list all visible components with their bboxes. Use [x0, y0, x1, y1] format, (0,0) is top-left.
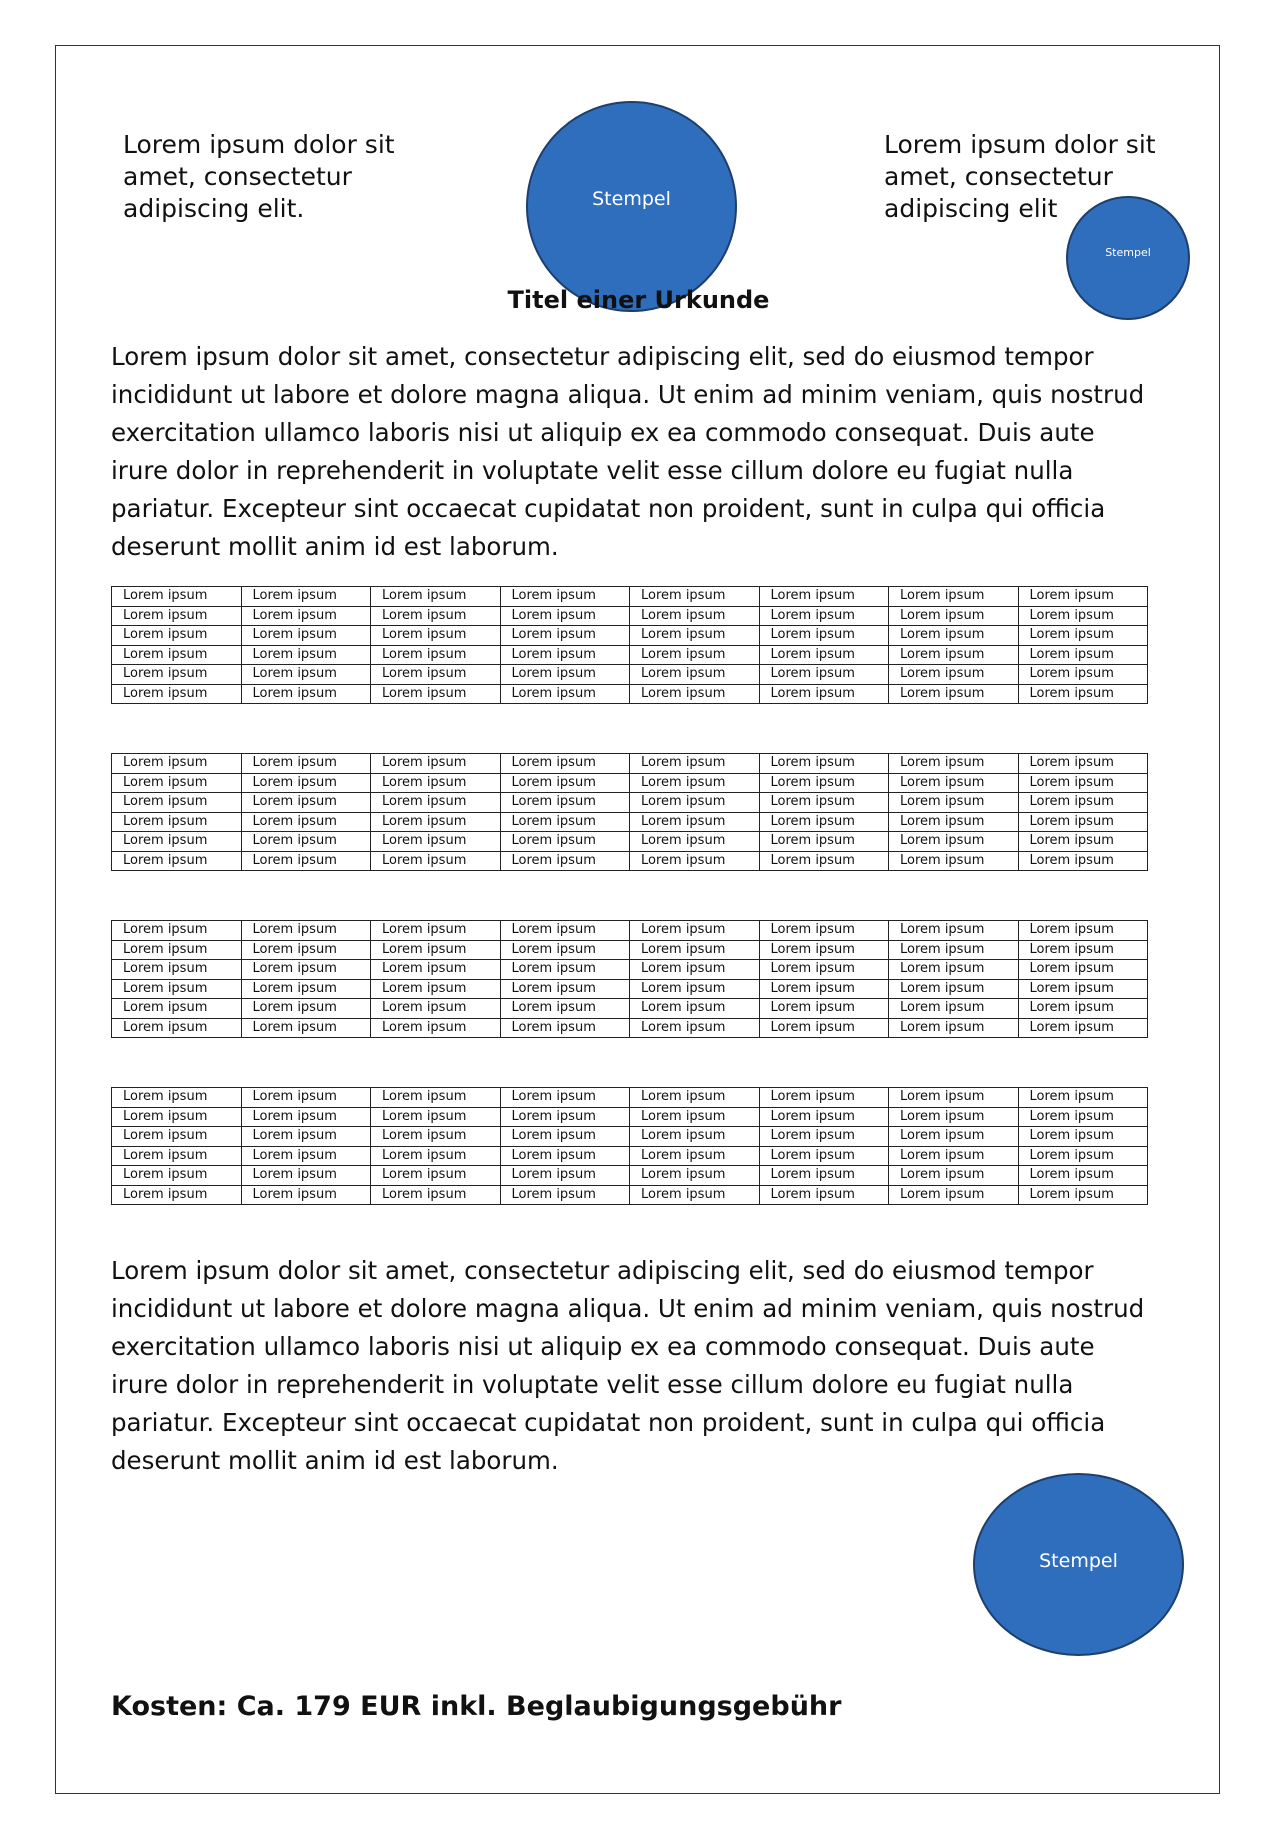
table-cell: Lorem ipsum: [889, 1088, 1019, 1108]
table-cell: Lorem ipsum: [1018, 851, 1148, 871]
table-cell: Lorem ipsum: [630, 1107, 760, 1127]
table-cell: Lorem ipsum: [112, 626, 242, 646]
data-table-3: [111, 920, 1148, 1038]
table-cell: Lorem ipsum: [630, 851, 760, 871]
table-cell: Lorem ipsum: [500, 793, 630, 813]
table-cell: Lorem ipsum: [889, 979, 1019, 999]
table-cell: Lorem ipsum: [1018, 832, 1148, 852]
table-cell: Lorem ipsum: [630, 773, 760, 793]
outro-paragraph: Lorem ipsum dolor sit amet, consectetur adipiscing elit, sed do eiusmod tempor incididunt ut labore et dolore magna aliqua. Ut enim ad minim veniam, quis nostrud exercitation ullamco laboris nisi ut aliquip ex ea commodo consequat. Duis aute irure dolor in reprehenderit in voluptate velit esse cillum dolore eu fugiat nulla pariatur. Excepteur sint occaecat cupidatat non proident, sunt in culpa qui officia deserunt mollit anim id est laborum.: [111, 1256, 1145, 1475]
table-cell: Lorem ipsum: [630, 1127, 760, 1147]
table-cell: Lorem ipsum: [500, 754, 630, 774]
table-cell: Lorem ipsum: [1018, 587, 1148, 607]
table-cell: Lorem ipsum: [759, 921, 889, 941]
header-left-text: Lorem ipsum dolor sit amet, consectetur adipiscing elit.: [123, 130, 395, 223]
table-cell: Lorem ipsum: [1018, 665, 1148, 685]
table-cell: Lorem ipsum: [241, 940, 371, 960]
table-row: [112, 1088, 1148, 1108]
table-cell: Lorem ipsum: [889, 960, 1019, 980]
table-cell: Lorem ipsum: [500, 1107, 630, 1127]
table-cell: Lorem ipsum: [630, 645, 760, 665]
table-cell: Lorem ipsum: [112, 587, 242, 607]
table-cell: Lorem ipsum: [630, 665, 760, 685]
table-cell: Lorem ipsum: [112, 606, 242, 626]
table-cell: Lorem ipsum: [112, 921, 242, 941]
table-cell: Lorem ipsum: [759, 754, 889, 774]
table-cell: Lorem ipsum: [500, 940, 630, 960]
table-row: [112, 940, 1148, 960]
table-row: [112, 1107, 1148, 1127]
table-cell: Lorem ipsum: [241, 754, 371, 774]
table-cell: Lorem ipsum: [241, 960, 371, 980]
table-cell: Lorem ipsum: [630, 960, 760, 980]
table-cell: Lorem ipsum: [759, 793, 889, 813]
table-cell: Lorem ipsum: [241, 1127, 371, 1147]
table-row: [112, 587, 1148, 607]
table-cell: Lorem ipsum: [112, 832, 242, 852]
costs-line: Kosten: Ca. 179 EUR inkl. Beglaubigungsgebühr: [111, 1691, 842, 1722]
table-cell: Lorem ipsum: [241, 1146, 371, 1166]
table-cell: Lorem ipsum: [371, 1088, 501, 1108]
table-cell: Lorem ipsum: [371, 960, 501, 980]
table-cell: Lorem ipsum: [889, 832, 1019, 852]
table-cell: Lorem ipsum: [889, 999, 1019, 1019]
table-row: [112, 1166, 1148, 1186]
table-cell: Lorem ipsum: [112, 1088, 242, 1108]
table-cell: Lorem ipsum: [112, 940, 242, 960]
table-cell: Lorem ipsum: [889, 1166, 1019, 1186]
table-cell: Lorem ipsum: [241, 606, 371, 626]
table-cell: Lorem ipsum: [889, 1146, 1019, 1166]
table-cell: Lorem ipsum: [1018, 1088, 1148, 1108]
table-cell: Lorem ipsum: [112, 1185, 242, 1205]
table-cell: Lorem ipsum: [889, 645, 1019, 665]
header-right-text: Lorem ipsum dolor sit amet, consectetur adipiscing elit: [884, 130, 1156, 223]
table-cell: Lorem ipsum: [500, 979, 630, 999]
table-row: [112, 1146, 1148, 1166]
table-cell: Lorem ipsum: [1018, 1127, 1148, 1147]
data-table-4: [111, 1087, 1148, 1205]
table-cell: Lorem ipsum: [1018, 1185, 1148, 1205]
table-cell: Lorem ipsum: [630, 684, 760, 704]
table-cell: Lorem ipsum: [759, 960, 889, 980]
stamp-bottom-right: [973, 1473, 1184, 1656]
data-table-1: [111, 586, 1148, 704]
table-cell: Lorem ipsum: [112, 684, 242, 704]
table-row: [112, 960, 1148, 980]
table-cell: Lorem ipsum: [500, 626, 630, 646]
table-cell: Lorem ipsum: [112, 999, 242, 1019]
table-cell: Lorem ipsum: [371, 1018, 501, 1038]
table-cell: Lorem ipsum: [759, 1146, 889, 1166]
table-cell: Lorem ipsum: [500, 1018, 630, 1038]
table-cell: Lorem ipsum: [241, 921, 371, 941]
table-cell: Lorem ipsum: [371, 1146, 501, 1166]
stamp-top-center: [526, 101, 737, 312]
table-cell: Lorem ipsum: [241, 1166, 371, 1186]
table-cell: Lorem ipsum: [759, 1018, 889, 1038]
table-cell: Lorem ipsum: [759, 606, 889, 626]
table-cell: Lorem ipsum: [241, 812, 371, 832]
table-cell: Lorem ipsum: [112, 979, 242, 999]
table-cell: Lorem ipsum: [112, 1146, 242, 1166]
table-cell: Lorem ipsum: [889, 665, 1019, 685]
table-row: [112, 851, 1148, 871]
table-cell: Lorem ipsum: [759, 940, 889, 960]
table-cell: Lorem ipsum: [371, 832, 501, 852]
table-cell: Lorem ipsum: [371, 979, 501, 999]
document-title: Titel einer Urkunde: [507, 286, 770, 314]
table-cell: Lorem ipsum: [371, 1127, 501, 1147]
table-cell: Lorem ipsum: [371, 1166, 501, 1186]
table-cell: Lorem ipsum: [630, 793, 760, 813]
table-cell: Lorem ipsum: [241, 1107, 371, 1127]
table-cell: Lorem ipsum: [371, 587, 501, 607]
table-cell: Lorem ipsum: [759, 999, 889, 1019]
table-cell: Lorem ipsum: [500, 999, 630, 1019]
table-row: [112, 626, 1148, 646]
table-cell: Lorem ipsum: [500, 921, 630, 941]
table-cell: Lorem ipsum: [630, 626, 760, 646]
table-cell: Lorem ipsum: [241, 645, 371, 665]
table-cell: Lorem ipsum: [630, 1185, 760, 1205]
table-cell: Lorem ipsum: [889, 626, 1019, 646]
table-cell: Lorem ipsum: [241, 773, 371, 793]
table-cell: Lorem ipsum: [630, 940, 760, 960]
table-cell: Lorem ipsum: [630, 606, 760, 626]
table-cell: Lorem ipsum: [759, 626, 889, 646]
table-cell: Lorem ipsum: [759, 812, 889, 832]
table-cell: Lorem ipsum: [1018, 921, 1148, 941]
table-cell: Lorem ipsum: [1018, 645, 1148, 665]
table-cell: Lorem ipsum: [371, 684, 501, 704]
table-cell: Lorem ipsum: [759, 1185, 889, 1205]
table-cell: Lorem ipsum: [759, 645, 889, 665]
table-cell: Lorem ipsum: [759, 587, 889, 607]
table-cell: Lorem ipsum: [371, 773, 501, 793]
table-cell: Lorem ipsum: [1018, 773, 1148, 793]
table-cell: Lorem ipsum: [1018, 793, 1148, 813]
table-cell: Lorem ipsum: [371, 626, 501, 646]
table-cell: Lorem ipsum: [500, 606, 630, 626]
table-cell: Lorem ipsum: [241, 1185, 371, 1205]
table-cell: Lorem ipsum: [759, 979, 889, 999]
table-cell: Lorem ipsum: [889, 1127, 1019, 1147]
table-cell: Lorem ipsum: [759, 665, 889, 685]
table-cell: Lorem ipsum: [112, 665, 242, 685]
table-cell: Lorem ipsum: [241, 684, 371, 704]
table-row: [112, 979, 1148, 999]
table-cell: Lorem ipsum: [889, 1018, 1019, 1038]
table-cell: Lorem ipsum: [630, 979, 760, 999]
table-cell: Lorem ipsum: [630, 812, 760, 832]
table-cell: Lorem ipsum: [500, 1146, 630, 1166]
intro-paragraph: Lorem ipsum dolor sit amet, consectetur adipiscing elit, sed do eiusmod tempor incididunt ut labore et dolore magna aliqua. Ut enim ad minim veniam, quis nostrud exercitation ullamco laboris nisi ut aliquip ex ea commodo consequat. Duis aute irure dolor in reprehenderit in voluptate velit esse cillum dolore eu fugiat nulla pariatur. Excepteur sint occaecat cupidatat non proident, sunt in culpa qui officia deserunt mollit anim id est laborum.: [111, 342, 1145, 561]
table-cell: Lorem ipsum: [889, 754, 1019, 774]
table-row: [112, 832, 1148, 852]
table-cell: Lorem ipsum: [500, 684, 630, 704]
table-cell: Lorem ipsum: [112, 773, 242, 793]
stamp-label: Stempel: [1039, 1550, 1118, 1572]
table-row: [112, 754, 1148, 774]
table-cell: Lorem ipsum: [112, 1166, 242, 1186]
table-cell: Lorem ipsum: [759, 1166, 889, 1186]
table-row: [112, 921, 1148, 941]
table-cell: Lorem ipsum: [1018, 684, 1148, 704]
table-cell: Lorem ipsum: [889, 587, 1019, 607]
table-cell: Lorem ipsum: [241, 979, 371, 999]
table-cell: Lorem ipsum: [371, 793, 501, 813]
table-cell: Lorem ipsum: [500, 960, 630, 980]
table-cell: Lorem ipsum: [1018, 1146, 1148, 1166]
table-cell: Lorem ipsum: [241, 587, 371, 607]
table-cell: Lorem ipsum: [371, 812, 501, 832]
data-table-2: [111, 753, 1148, 871]
table-cell: Lorem ipsum: [500, 773, 630, 793]
table-cell: Lorem ipsum: [759, 1088, 889, 1108]
table-cell: Lorem ipsum: [112, 1107, 242, 1127]
table-cell: Lorem ipsum: [371, 1107, 501, 1127]
table-cell: Lorem ipsum: [889, 1107, 1019, 1127]
table-row: [112, 665, 1148, 685]
table-row: [112, 812, 1148, 832]
table-cell: Lorem ipsum: [500, 645, 630, 665]
table-cell: Lorem ipsum: [500, 812, 630, 832]
table-cell: Lorem ipsum: [241, 665, 371, 685]
table-cell: Lorem ipsum: [630, 587, 760, 607]
table-row: [112, 793, 1148, 813]
table-cell: Lorem ipsum: [630, 921, 760, 941]
stamp-label: Stempel: [1105, 246, 1151, 259]
table-cell: Lorem ipsum: [759, 1127, 889, 1147]
document-page: [55, 45, 1220, 1794]
table-cell: Lorem ipsum: [759, 832, 889, 852]
table-row: [112, 606, 1148, 626]
table-cell: Lorem ipsum: [371, 921, 501, 941]
table-cell: Lorem ipsum: [500, 1185, 630, 1205]
table-cell: Lorem ipsum: [112, 960, 242, 980]
table-cell: Lorem ipsum: [889, 851, 1019, 871]
table-cell: Lorem ipsum: [759, 1107, 889, 1127]
table-cell: Lorem ipsum: [371, 606, 501, 626]
table-cell: Lorem ipsum: [500, 832, 630, 852]
table-cell: Lorem ipsum: [1018, 1166, 1148, 1186]
table-cell: Lorem ipsum: [630, 1146, 760, 1166]
table-cell: Lorem ipsum: [371, 645, 501, 665]
table-cell: Lorem ipsum: [630, 1166, 760, 1186]
stamp-label: Stempel: [592, 188, 671, 210]
table-cell: Lorem ipsum: [630, 1018, 760, 1038]
table-cell: Lorem ipsum: [112, 812, 242, 832]
table-cell: Lorem ipsum: [1018, 754, 1148, 774]
table-row: [112, 1018, 1148, 1038]
table-cell: Lorem ipsum: [112, 851, 242, 871]
table-row: [112, 999, 1148, 1019]
table-cell: Lorem ipsum: [500, 851, 630, 871]
table-cell: Lorem ipsum: [241, 1018, 371, 1038]
table-cell: Lorem ipsum: [630, 999, 760, 1019]
table-cell: Lorem ipsum: [1018, 979, 1148, 999]
table-cell: Lorem ipsum: [889, 793, 1019, 813]
table-cell: Lorem ipsum: [112, 793, 242, 813]
table-cell: Lorem ipsum: [889, 684, 1019, 704]
table-cell: Lorem ipsum: [759, 851, 889, 871]
table-cell: Lorem ipsum: [241, 1088, 371, 1108]
table-cell: Lorem ipsum: [112, 1127, 242, 1147]
table-cell: Lorem ipsum: [371, 999, 501, 1019]
table-cell: Lorem ipsum: [112, 754, 242, 774]
table-cell: Lorem ipsum: [889, 921, 1019, 941]
table-cell: Lorem ipsum: [500, 1088, 630, 1108]
table-cell: Lorem ipsum: [1018, 1018, 1148, 1038]
table-cell: Lorem ipsum: [1018, 812, 1148, 832]
table-cell: Lorem ipsum: [1018, 940, 1148, 960]
table-cell: Lorem ipsum: [1018, 606, 1148, 626]
table-cell: Lorem ipsum: [759, 684, 889, 704]
table-cell: Lorem ipsum: [1018, 1107, 1148, 1127]
table-cell: Lorem ipsum: [371, 940, 501, 960]
table-cell: Lorem ipsum: [889, 1185, 1019, 1205]
table-cell: Lorem ipsum: [1018, 999, 1148, 1019]
table-cell: Lorem ipsum: [371, 1185, 501, 1205]
table-cell: Lorem ipsum: [371, 754, 501, 774]
table-cell: Lorem ipsum: [500, 665, 630, 685]
table-cell: Lorem ipsum: [241, 793, 371, 813]
table-cell: Lorem ipsum: [241, 832, 371, 852]
table-cell: Lorem ipsum: [112, 1018, 242, 1038]
table-row: [112, 1185, 1148, 1205]
table-cell: Lorem ipsum: [500, 1166, 630, 1186]
table-cell: Lorem ipsum: [371, 665, 501, 685]
table-cell: Lorem ipsum: [500, 587, 630, 607]
table-cell: Lorem ipsum: [759, 773, 889, 793]
table-cell: Lorem ipsum: [241, 999, 371, 1019]
table-cell: Lorem ipsum: [889, 606, 1019, 626]
table-row: [112, 773, 1148, 793]
table-cell: Lorem ipsum: [1018, 960, 1148, 980]
table-cell: Lorem ipsum: [889, 940, 1019, 960]
table-cell: Lorem ipsum: [371, 851, 501, 871]
table-row: [112, 645, 1148, 665]
table-cell: Lorem ipsum: [1018, 626, 1148, 646]
table-cell: Lorem ipsum: [500, 1127, 630, 1147]
table-cell: Lorem ipsum: [112, 645, 242, 665]
table-cell: Lorem ipsum: [889, 812, 1019, 832]
table-cell: Lorem ipsum: [889, 773, 1019, 793]
table-cell: Lorem ipsum: [630, 754, 760, 774]
table-cell: Lorem ipsum: [241, 626, 371, 646]
table-row: [112, 684, 1148, 704]
table-cell: Lorem ipsum: [630, 832, 760, 852]
table-cell: Lorem ipsum: [630, 1088, 760, 1108]
table-row: [112, 1127, 1148, 1147]
table-cell: Lorem ipsum: [241, 851, 371, 871]
